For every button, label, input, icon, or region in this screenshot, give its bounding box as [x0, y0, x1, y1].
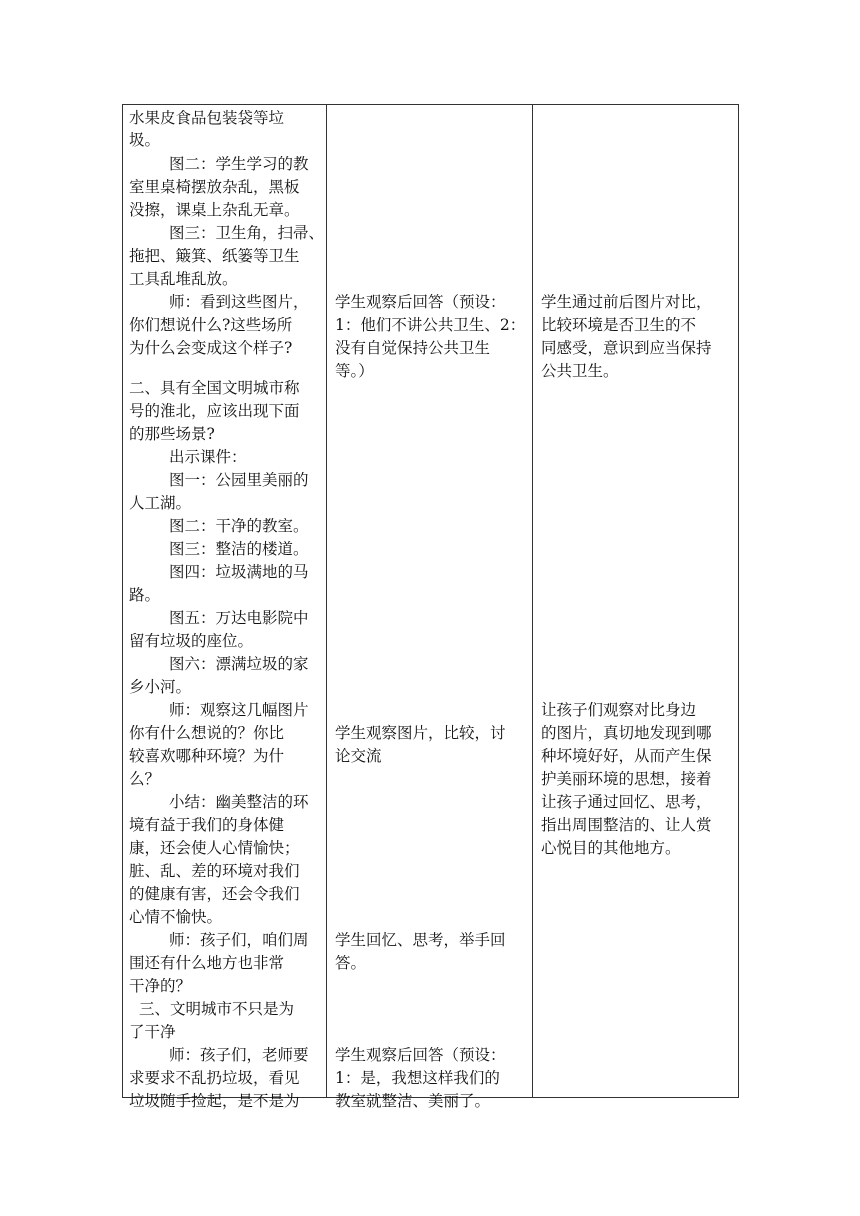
col1-text-line: 师：孩子们，咱们周	[169, 931, 309, 949]
col1-text-line: 图三：卫生角，扫帚、	[169, 224, 325, 242]
col1-text-line: 的那些场景?	[129, 425, 215, 443]
col1-text-line: 号的淮北，应该出现下面	[129, 402, 300, 420]
col1-text-line: 了干净	[129, 1023, 176, 1041]
col1-text-line: 师：孩子们，老师要	[169, 1046, 309, 1064]
col1-text-line: 图六：漂满垃圾的家	[169, 655, 309, 673]
col1-text-line: 三、文明城市不只是为	[139, 1000, 295, 1018]
teacher-activity-cell	[123, 105, 327, 1110]
col3-text-line: 的图片，真切地发现到哪	[541, 724, 712, 742]
col1-text-line: 工具乱堆乱放。	[129, 270, 238, 288]
col1-text-line: 康，还会使人心情愉快；	[129, 839, 300, 857]
lesson-plan-table	[122, 104, 739, 1110]
col1-text-line: 出示课件：	[169, 448, 247, 466]
col3-text-line: 种坏境好好，从而产生保	[541, 747, 712, 765]
design-intent-cell	[533, 105, 739, 1098]
col1-text-line: 圾。	[129, 131, 161, 149]
col2-text-line: 1：他们不讲公共卫生、2：	[335, 316, 526, 334]
col1-text-line: 较喜欢哪种环境？为什	[129, 747, 285, 765]
col1-text-line: 水果皮食品包装袋等垃	[129, 109, 285, 127]
col3-text-line: 比较环境是否卫生的不	[541, 316, 697, 334]
col1-text-line: 图一：公园里美丽的	[169, 471, 309, 489]
col2-text-line: 教室就整洁、美丽了。	[335, 1092, 491, 1110]
col1-text-line: 为什么会变成这个样子?	[129, 339, 293, 357]
col1-text-line: 你们想说什么?这些场所	[129, 316, 293, 334]
col2-text-line: 学生观察图片，比较，讨	[335, 724, 506, 742]
col3-text-line: 学生通过前后图片对比，	[541, 293, 712, 311]
col2-text-line: 答。	[335, 954, 367, 972]
col1-text-line: 脏、乱、差的环境对我们	[129, 862, 300, 880]
col1-text-line: 图二：学生学习的教	[169, 155, 309, 173]
col3-text-line: 公共卫生。	[541, 362, 619, 380]
col3-text-line: 心悦目的其他地方。	[541, 839, 681, 857]
col3-text-line: 让孩子通过回忆、思考，	[541, 793, 712, 811]
col1-text-line: 图五：万达电影院中	[169, 609, 309, 627]
col1-text-line: 师：看到这些图片，	[169, 293, 309, 311]
table-row	[123, 105, 739, 1098]
col1-text-line: 没擦，课桌上杂乱无章。	[129, 201, 300, 219]
col1-text-line: 的健康有害，还会令我们	[129, 885, 300, 903]
col1-text-line: 围还有什么地方也非常	[129, 954, 285, 972]
col1-text-line: 乡小河。	[129, 678, 192, 696]
col3-text-line: 同感受，意识到应当保持	[541, 339, 712, 357]
col2-text-line: 1：是，我想这样我们的	[335, 1069, 500, 1087]
col1-text-line: 人工湖。	[129, 494, 192, 512]
col1-text-line: 室里桌椅摆放杂乱，黑板	[129, 178, 300, 196]
col3-text-line: 指出周围整洁的、让人赏	[541, 816, 712, 834]
col1-text-line: 么？	[129, 770, 161, 788]
col1-text-line: 干净的？	[129, 977, 192, 995]
col2-text-line: 没有自觉保持公共卫生	[335, 339, 491, 357]
col1-text-line: 你有什么想说的？你比	[129, 724, 285, 742]
col1-text-line: 垃圾随手捡起，是不是为	[129, 1092, 300, 1110]
col1-text-line: 图四：垃圾满地的马	[169, 563, 309, 581]
col1-text-line: 境有益于我们的身体健	[129, 816, 285, 834]
col2-text-line: 等。）	[335, 362, 374, 380]
col1-text-line: 二、具有全国文明城市称	[129, 379, 300, 397]
col2-text-line: 论交流	[335, 747, 382, 765]
col1-text-line: 心情不愉快。	[129, 908, 223, 926]
col1-text-line: 路。	[129, 586, 161, 604]
col1-text-line: 师：观察这几幅图片	[169, 701, 309, 719]
col2-text-line: 学生观察后回答（预设：	[335, 293, 506, 311]
col1-text-line: 求要求不乱扔垃圾，看见	[129, 1069, 300, 1087]
col1-text-line: 留有垃圾的座位。	[129, 632, 254, 650]
col1-text-line: 图三：整洁的楼道。	[169, 540, 309, 558]
col3-text-line: 让孩子们观察对比身边	[541, 701, 697, 719]
col2-text-line: 学生回忆、思考，举手回	[335, 931, 506, 949]
col3-text-line: 护美丽环境的思想，接着	[541, 770, 712, 788]
col1-text-line: 小结：幽美整洁的环	[169, 793, 309, 811]
col2-text-line: 学生观察后回答（预设：	[335, 1046, 506, 1064]
col1-text-line: 图二：干净的教室。	[169, 517, 309, 535]
student-activity-cell	[327, 105, 533, 1110]
col1-text-line: 拖把、簸箕、纸篓等卫生	[129, 247, 300, 265]
